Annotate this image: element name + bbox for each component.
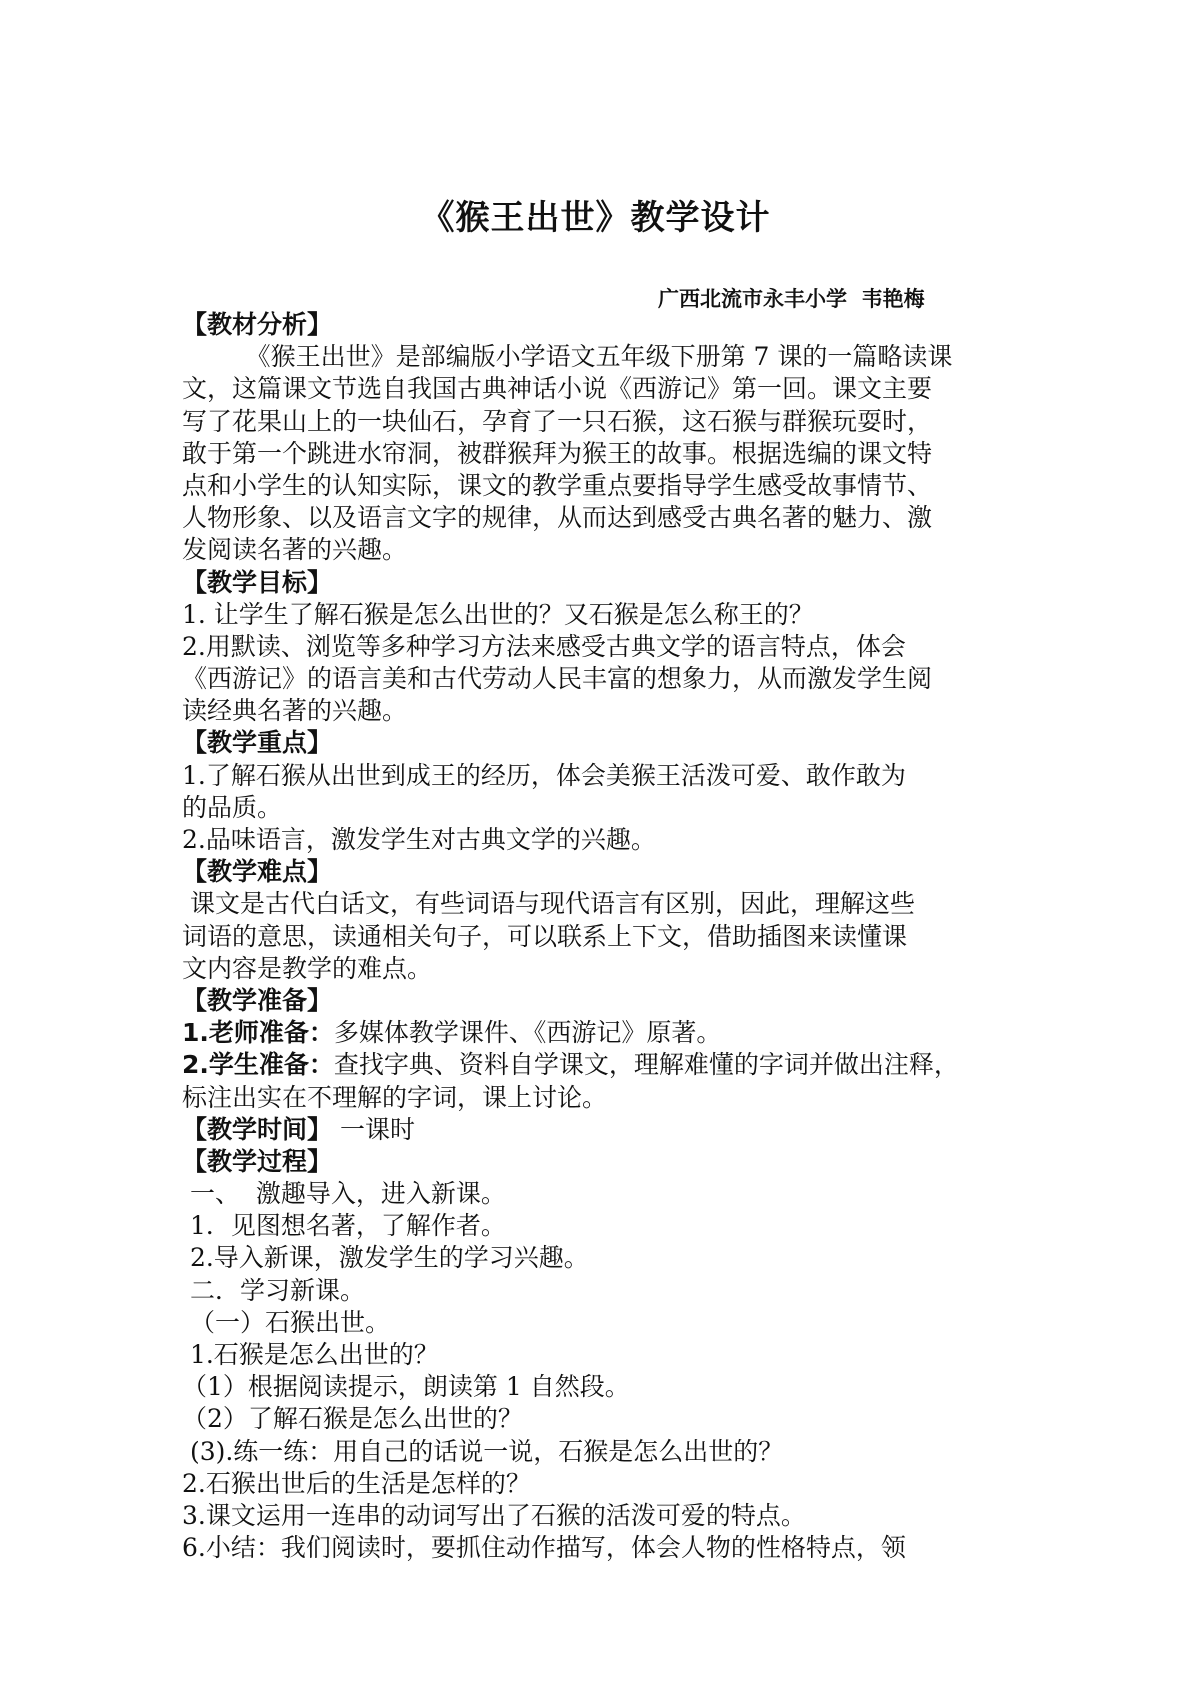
process-line: 3.课文运用一连串的动词写出了石猴的活泼可爱的特点。	[182, 1500, 806, 1530]
teacher-prep-text: 多媒体教学课件、《西游记》原著。	[333, 1018, 722, 1048]
process-line: 二．学习新课。	[182, 1275, 365, 1305]
process-line: 一、 激趣导入，进入新课。	[182, 1179, 506, 1209]
process-line: （一）石猴出世。	[182, 1307, 390, 1337]
analysis-line: 点和小学生的认知实际，课文的教学重点要指导学生感受故事情节、	[182, 470, 933, 500]
time-line	[182, 1114, 1032, 1146]
section-heading-difficulties: 【教学难点】	[182, 857, 333, 887]
difficulties-line: 文内容是教学的难点。	[182, 953, 433, 983]
analysis-line: 文，这篇课文节选自我国古典神话小说《西游记》第一回。课文主要	[182, 374, 933, 404]
process-line: 1．见图想名著，了解作者。	[182, 1211, 506, 1241]
key-points-line: 1.了解石猴从出世到成王的经历，体会美猴王活泼可爱、敢作敢为	[182, 760, 906, 790]
section-heading-preparation: 【教学准备】	[182, 985, 333, 1015]
document-body	[182, 309, 1032, 1564]
time-value: 一课时	[332, 1114, 415, 1144]
section-heading-analysis: 【教材分析】	[182, 310, 333, 339]
document-title: 《猴王出世》教学设计	[420, 198, 771, 238]
goals-line: 读经典名著的兴趣。	[182, 696, 408, 726]
difficulties-line: 课文是古代白话文，有些词语与现代语言有区别，因此，理解这些	[182, 889, 915, 919]
analysis-line: 敢于第一个跳进水帘洞，被群猴拜为猴王的故事。根据选编的课文特	[182, 438, 933, 468]
student-prep-text: 查找字典、资料自学课文，理解难懂的字词并做出注释，	[333, 1050, 959, 1080]
difficulties-line: 词语的意思，读通相关句子，可以联系上下文，借助插图来读懂课	[182, 921, 908, 951]
goals-line: 1. 让学生了解石猴是怎么出世的？又石猴是怎么称王的？	[182, 599, 814, 629]
analysis-line: 发阅读名著的兴趣。	[182, 535, 408, 565]
process-line: 2.石猴出世后的生活是怎样的？	[182, 1468, 531, 1498]
student-prep-label: 2.学生准备：	[182, 1050, 334, 1080]
author-line: 广西北流市永丰小学 韦艳梅	[658, 286, 925, 311]
process-line: 2.导入新课，激发学生的学习兴趣。	[182, 1243, 589, 1273]
preparation-student-line	[182, 1049, 1032, 1081]
process-line: 6.小结：我们阅读时，要抓住动作描写，体会人物的性格特点，领	[182, 1533, 906, 1563]
preparation-teacher-line	[182, 1017, 1032, 1049]
key-points-line: 2.品味语言，激发学生对古典文学的兴趣。	[182, 825, 656, 854]
goals-line: 《西游记》的语言美和古代劳动人民丰富的想象力，从而激发学生阅	[182, 664, 933, 694]
section-heading-goals: 【教学目标】	[182, 567, 333, 597]
section-heading-time: 【教学时间】	[182, 1114, 333, 1144]
process-line: 1.石猴是怎么出世的？	[182, 1340, 439, 1369]
teacher-prep-label: 1.老师准备：	[182, 1018, 334, 1048]
process-line: （2）了解石猴是怎么出世的？	[182, 1404, 523, 1434]
section-heading-process: 【教学过程】	[182, 1146, 333, 1176]
goals-line: 2.用默读、浏览等多种学习方法来感受古典文学的语言特点，体会	[182, 631, 906, 661]
analysis-line: 《猴王出世》是部编版小学语文五年级下册第 7 课的一篇略读课	[182, 342, 953, 372]
key-points-line: 的品质。	[182, 792, 283, 822]
process-line: （1）根据阅读提示，朗读第 1 自然段。	[182, 1372, 630, 1402]
process-line: (3).练一练：用自己的话说一说，石猴是怎么出世的？	[182, 1436, 784, 1466]
analysis-line: 写了花果山上的一块仙石，孕育了一只石猴，这石猴与群猴玩耍时，	[182, 406, 933, 436]
section-heading-key-points: 【教学重点】	[182, 728, 333, 758]
preparation-student-line-cont: 标注出实在不理解的字词，课上讨论。	[182, 1082, 608, 1112]
analysis-line: 人物形象、以及语言文字的规律，从而达到感受古典名著的魅力、激	[182, 503, 933, 533]
